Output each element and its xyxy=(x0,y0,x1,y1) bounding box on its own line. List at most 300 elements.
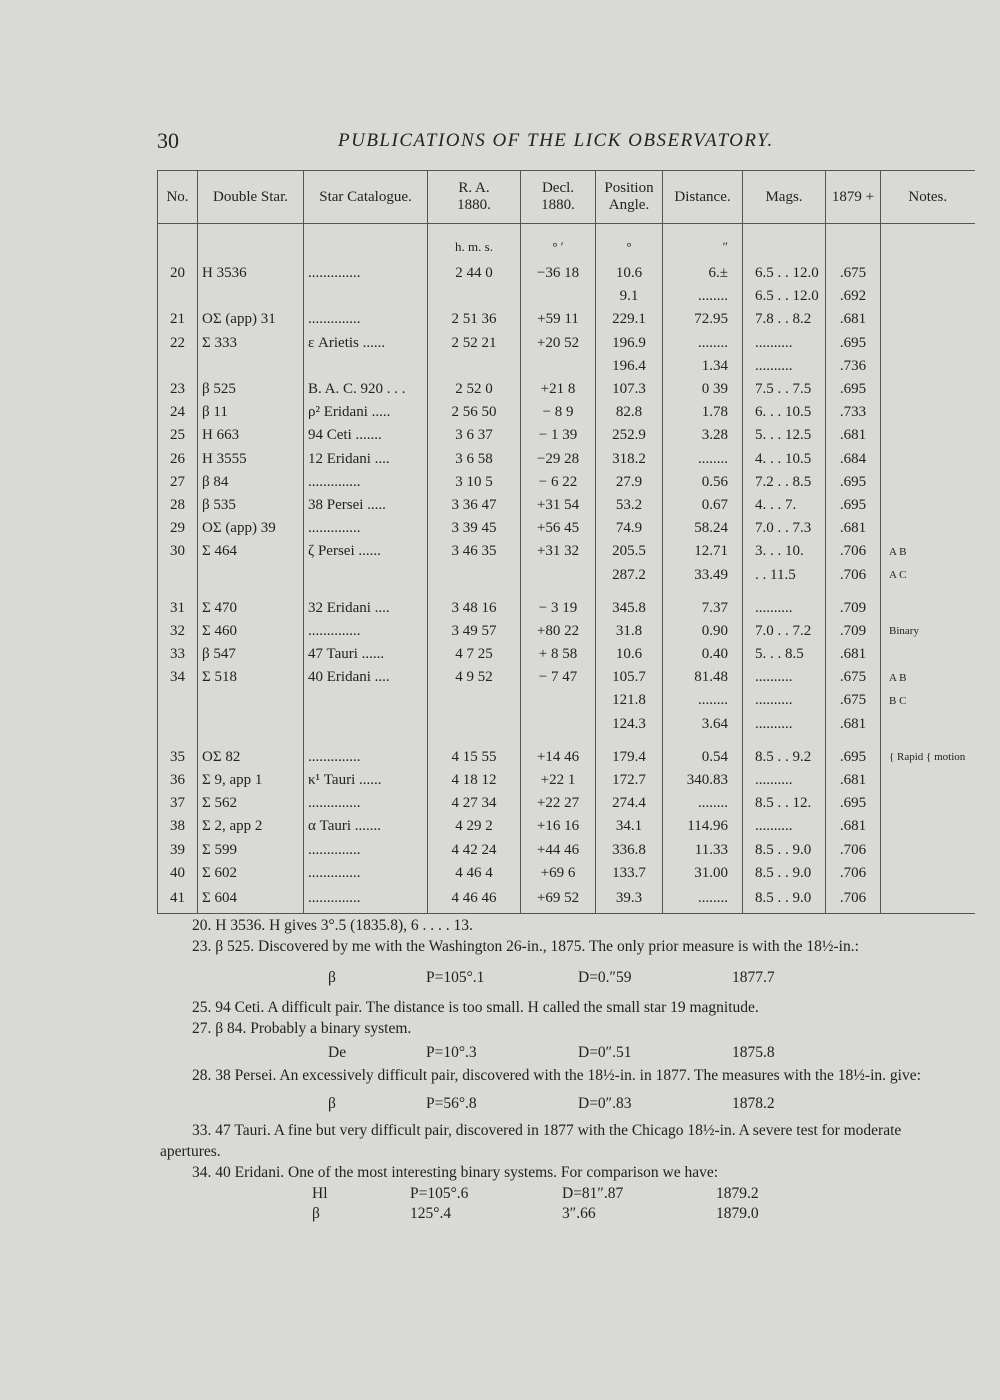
cell-no: 26 xyxy=(158,448,198,471)
cell-ep: .706 xyxy=(826,563,881,586)
cell-star: Σ 602 xyxy=(198,862,304,885)
running-head: PUBLICATIONS OF THE LICK OBSERVATORY. xyxy=(338,130,774,151)
cell-mags: .......... xyxy=(743,713,826,736)
cell-notes xyxy=(881,862,975,885)
cell-notes: A B xyxy=(881,666,975,689)
cell-ra: 3 49 57 xyxy=(428,620,521,643)
measure-value: D=0″.51 xyxy=(578,1043,632,1061)
cell-star: Σ 599 xyxy=(198,839,304,862)
cell-dist: 340.83 xyxy=(663,769,743,792)
cell-dec: − 3 19 xyxy=(521,597,596,620)
cell-cat: ρ² Eridani ..... xyxy=(304,401,428,424)
cell-cat: ε Arietis ...... xyxy=(304,332,428,355)
cell-ra: 3 10 5 xyxy=(428,471,521,494)
cell-star: Σ 333 xyxy=(198,332,304,355)
cell-no: 23 xyxy=(158,378,198,401)
cell-ep: .675 xyxy=(826,262,881,285)
cell-star: Σ 562 xyxy=(198,792,304,815)
header-decl: Decl. 1880. xyxy=(521,171,596,224)
page-number: 30 xyxy=(157,128,179,153)
cell-star: H 3555 xyxy=(198,448,304,471)
cell-dist: 3.28 xyxy=(663,424,743,447)
cell-ep: .675 xyxy=(826,666,881,689)
cell-dist: 0.54 xyxy=(663,746,743,769)
measure-23 xyxy=(160,957,948,997)
cell-ep: .709 xyxy=(826,620,881,643)
cell-mags: 7.0 . . 7.2 xyxy=(743,620,826,643)
cell-mags: .......... xyxy=(743,332,826,355)
cell-notes: { Rapid { motion xyxy=(881,746,975,769)
cell-no xyxy=(158,563,198,586)
measure-value: 1879.2 xyxy=(716,1184,759,1202)
cell-ep: .706 xyxy=(826,839,881,862)
note-33: 33. 47 Tauri. A fine but very difficult pair, discovered in 1877 with the Chicago 18½-in. A severe test for moderate apertures. xyxy=(160,1122,902,1160)
cell-ep: .706 xyxy=(826,862,881,885)
cell-star: OΣ (app) 39 xyxy=(198,517,304,540)
cell-star: β 84 xyxy=(198,471,304,494)
measure-value: P=10°.3 xyxy=(426,1043,477,1061)
cell-pa: 229.1 xyxy=(596,308,663,331)
cell-ep: .733 xyxy=(826,401,881,424)
spacer-row xyxy=(158,587,975,597)
cell-notes xyxy=(881,769,975,792)
cell-star xyxy=(198,563,304,586)
cell-star: Σ 464 xyxy=(198,540,304,563)
cell-ra: 4 15 55 xyxy=(428,746,521,769)
cell-dec: +80 22 xyxy=(521,620,596,643)
cell-ra: 4 9 52 xyxy=(428,666,521,689)
cell-no: 31 xyxy=(158,597,198,620)
cell-ep: .695 xyxy=(826,746,881,769)
table-row xyxy=(158,285,975,308)
cell-ra: 4 7 25 xyxy=(428,643,521,666)
cell-dist: 33.49 xyxy=(663,563,743,586)
cell-notes xyxy=(881,285,975,308)
cell-dec: − 1 39 xyxy=(521,424,596,447)
cell-no: 32 xyxy=(158,620,198,643)
cell-notes xyxy=(881,643,975,666)
cell-mags: 6.5 . . 12.0 xyxy=(743,262,826,285)
cell-ra: 2 51 36 xyxy=(428,308,521,331)
cell-mags: 5. . . 12.5 xyxy=(743,424,826,447)
cell-dist: ........ xyxy=(663,689,743,712)
cell-ra: 4 18 12 xyxy=(428,769,521,792)
cell-notes: A C xyxy=(881,563,975,586)
cell-cat: 40 Eridani .... xyxy=(304,666,428,689)
cell-no: 21 xyxy=(158,308,198,331)
measure-value: D=81″.87 xyxy=(562,1184,624,1202)
note-20: 20. H 3536. H gives 3°.5 (1835.8), 6 . . . . 13. xyxy=(192,917,473,934)
measure-value: 1878.2 xyxy=(732,1094,775,1112)
cell-dec: +20 52 xyxy=(521,332,596,355)
header-ra: R. A. 1880. xyxy=(428,171,521,224)
table-row xyxy=(158,401,975,424)
cell-cat: .............. xyxy=(304,620,428,643)
cell-cat xyxy=(304,713,428,736)
cell-ra: 4 29 2 xyxy=(428,815,521,838)
cell-dist: 0.40 xyxy=(663,643,743,666)
table-row xyxy=(158,815,975,838)
cell-pa: 53.2 xyxy=(596,494,663,517)
cell-ep: .684 xyxy=(826,448,881,471)
cell-star: β 535 xyxy=(198,494,304,517)
cell-ra xyxy=(428,285,521,308)
table-row xyxy=(158,597,975,620)
cell-notes: Binary xyxy=(881,620,975,643)
cell-dec: +59 11 xyxy=(521,308,596,331)
cell-ep: .695 xyxy=(826,792,881,815)
measure-value: D=0″.83 xyxy=(578,1094,632,1112)
cell-pa: 9.1 xyxy=(596,285,663,308)
cell-ep: .681 xyxy=(826,424,881,447)
cell-mags: . . 11.5 xyxy=(743,563,826,586)
cell-star: OΣ (app) 31 xyxy=(198,308,304,331)
cell-notes xyxy=(881,308,975,331)
measure-34-beta xyxy=(160,1203,948,1223)
cell-notes xyxy=(881,713,975,736)
table-row xyxy=(158,355,975,378)
cell-dist: 0 39 xyxy=(663,378,743,401)
cell-notes xyxy=(881,597,975,620)
cell-star xyxy=(198,713,304,736)
cell-ep: .681 xyxy=(826,643,881,666)
cell-dec: +31 54 xyxy=(521,494,596,517)
cell-cat: .............. xyxy=(304,792,428,815)
cell-mags: 7.2 . . 8.5 xyxy=(743,471,826,494)
cell-star: Σ 460 xyxy=(198,620,304,643)
cell-no: 37 xyxy=(158,792,198,815)
note-25: 25. 94 Ceti. A difficult pair. The distance is too small. H called the small star 19 magnitude. xyxy=(192,999,759,1016)
cell-no: 28 xyxy=(158,494,198,517)
cell-cat: .............. xyxy=(304,885,428,914)
cell-dist: 0.90 xyxy=(663,620,743,643)
header-mags: Mags. xyxy=(743,171,826,224)
cell-star xyxy=(198,689,304,712)
cell-mags: 6. . . 10.5 xyxy=(743,401,826,424)
cell-no: 41 xyxy=(158,885,198,914)
cell-dec: +69 6 xyxy=(521,862,596,885)
cell-pa: 74.9 xyxy=(596,517,663,540)
cell-ep: .706 xyxy=(826,885,881,914)
cell-mags: .......... xyxy=(743,597,826,620)
cell-ra: 3 39 45 xyxy=(428,517,521,540)
cell-ra xyxy=(428,355,521,378)
cell-mags: 7.5 . . 7.5 xyxy=(743,378,826,401)
cell-pa: 105.7 xyxy=(596,666,663,689)
cell-dec: −36 18 xyxy=(521,262,596,285)
cell-pa: 196.9 xyxy=(596,332,663,355)
cell-ra xyxy=(428,689,521,712)
cell-pa: 124.3 xyxy=(596,713,663,736)
measure-value: β xyxy=(312,1204,320,1222)
table-row xyxy=(158,713,975,736)
table-row xyxy=(158,862,975,885)
cell-cat: .............. xyxy=(304,517,428,540)
cell-ra: 4 46 46 xyxy=(428,885,521,914)
cell-pa: 252.9 xyxy=(596,424,663,447)
cell-cat: 12 Eridani .... xyxy=(304,448,428,471)
cell-no: 27 xyxy=(158,471,198,494)
note-34: 34. 40 Eridani. One of the most interesting binary systems. For comparison we have: xyxy=(192,1164,719,1181)
cell-dist: ........ xyxy=(663,885,743,914)
cell-dec: +22 27 xyxy=(521,792,596,815)
cell-dec: −29 28 xyxy=(521,448,596,471)
measure-value: Hl xyxy=(312,1184,328,1202)
cell-dec: +56 45 xyxy=(521,517,596,540)
cell-pa: 345.8 xyxy=(596,597,663,620)
table-row xyxy=(158,792,975,815)
cell-ra: 3 48 16 xyxy=(428,597,521,620)
cell-mags: 8.5 . . 9.0 xyxy=(743,885,826,914)
cell-dist: 3.64 xyxy=(663,713,743,736)
cell-dist: 58.24 xyxy=(663,517,743,540)
cell-cat xyxy=(304,689,428,712)
cell-dec xyxy=(521,713,596,736)
cell-ep: .681 xyxy=(826,815,881,838)
cell-ep: .695 xyxy=(826,494,881,517)
cell-dist: 114.96 xyxy=(663,815,743,838)
cell-cat: 38 Persei ..... xyxy=(304,494,428,517)
cell-dec xyxy=(521,285,596,308)
cell-cat: .............. xyxy=(304,471,428,494)
table-row xyxy=(158,448,975,471)
cell-dec: +22 1 xyxy=(521,769,596,792)
cell-notes xyxy=(881,424,975,447)
cell-no: 25 xyxy=(158,424,198,447)
cell-cat xyxy=(304,285,428,308)
cell-cat: ζ Persei ...... xyxy=(304,540,428,563)
cell-dec: +14 46 xyxy=(521,746,596,769)
cell-star: Σ 604 xyxy=(198,885,304,914)
cell-mags: 8.5 . . 9.0 xyxy=(743,839,826,862)
table-row xyxy=(158,517,975,540)
cell-star: Σ 518 xyxy=(198,666,304,689)
cell-star: Σ 9, app 1 xyxy=(198,769,304,792)
cell-no: 40 xyxy=(158,862,198,885)
measure-value: 1877.7 xyxy=(732,968,775,986)
table-row xyxy=(158,839,975,862)
cell-cat: α Tauri ....... xyxy=(304,815,428,838)
unit-dec: ° ′ xyxy=(521,224,596,263)
table-row xyxy=(158,378,975,401)
cell-cat: .............. xyxy=(304,746,428,769)
cell-no: 24 xyxy=(158,401,198,424)
cell-dec: +16 16 xyxy=(521,815,596,838)
cell-pa: 39.3 xyxy=(596,885,663,914)
cell-notes xyxy=(881,885,975,914)
table-row xyxy=(158,769,975,792)
cell-cat: κ¹ Tauri ...... xyxy=(304,769,428,792)
cell-star xyxy=(198,355,304,378)
table-row xyxy=(158,494,975,517)
cell-notes xyxy=(881,494,975,517)
note-28: 28. 38 Persei. An excessively difficult pair, discovered with the 18½-in. in 1877. The measures with the 18½-in. give: xyxy=(192,1067,921,1084)
cell-cat: .............. xyxy=(304,308,428,331)
cell-mags: 4. . . 7. xyxy=(743,494,826,517)
cell-no: 30 xyxy=(158,540,198,563)
cell-ra xyxy=(428,563,521,586)
cell-dist: 72.95 xyxy=(663,308,743,331)
cell-mags: 7.8 . . 8.2 xyxy=(743,308,826,331)
cell-star: β 547 xyxy=(198,643,304,666)
table-row xyxy=(158,643,975,666)
cell-star: β 525 xyxy=(198,378,304,401)
header-position-angle: Position Angle. xyxy=(596,171,663,224)
cell-cat: .............. xyxy=(304,862,428,885)
table-row xyxy=(158,262,975,285)
measure-value: 3″.66 xyxy=(562,1204,596,1222)
cell-mags: 8.5 . . 12. xyxy=(743,792,826,815)
cell-pa: 287.2 xyxy=(596,563,663,586)
cell-no: 34 xyxy=(158,666,198,689)
cell-pa: 10.6 xyxy=(596,643,663,666)
cell-cat: 32 Eridani .... xyxy=(304,597,428,620)
cell-dist: 11.33 xyxy=(663,839,743,862)
units-row xyxy=(158,224,975,263)
double-star-table xyxy=(157,170,975,914)
cell-pa: 10.6 xyxy=(596,262,663,285)
cell-no: 20 xyxy=(158,262,198,285)
cell-cat: 47 Tauri ...... xyxy=(304,643,428,666)
cell-dist: 1.34 xyxy=(663,355,743,378)
cell-dec: +31 32 xyxy=(521,540,596,563)
cell-ep: .681 xyxy=(826,713,881,736)
cell-ra: 3 36 47 xyxy=(428,494,521,517)
cell-pa: 205.5 xyxy=(596,540,663,563)
cell-dist: 7.37 xyxy=(663,597,743,620)
cell-dist: 0.67 xyxy=(663,494,743,517)
cell-ep: .736 xyxy=(826,355,881,378)
cell-ra: 4 42 24 xyxy=(428,839,521,862)
cell-dist: ........ xyxy=(663,332,743,355)
table-row xyxy=(158,689,975,712)
cell-cat: B. A. C. 920 . . . xyxy=(304,378,428,401)
cell-pa: 82.8 xyxy=(596,401,663,424)
cell-dec: − 7 47 xyxy=(521,666,596,689)
cell-pa: 121.8 xyxy=(596,689,663,712)
table-row xyxy=(158,620,975,643)
cell-ep: .681 xyxy=(826,769,881,792)
header-star-catalogue: Star Catalogue. xyxy=(304,171,428,224)
cell-dec: + 8 58 xyxy=(521,643,596,666)
measure-value: β xyxy=(328,1094,336,1112)
measure-28 xyxy=(160,1086,948,1120)
table-row xyxy=(158,308,975,331)
cell-mags: 6.5 . . 12.0 xyxy=(743,285,826,308)
cell-ra: 2 52 21 xyxy=(428,332,521,355)
cell-notes xyxy=(881,471,975,494)
cell-pa: 179.4 xyxy=(596,746,663,769)
cell-star: β 11 xyxy=(198,401,304,424)
cell-dist: 12.71 xyxy=(663,540,743,563)
cell-ra: 4 46 4 xyxy=(428,862,521,885)
cell-pa: 133.7 xyxy=(596,862,663,885)
cell-mags: 8.5 . . 9.0 xyxy=(743,862,826,885)
table-row xyxy=(158,471,975,494)
table-row xyxy=(158,332,975,355)
measure-value: 1879.0 xyxy=(716,1204,759,1222)
note-23: 23. β 525. Discovered by me with the Washington 26-in., 1875. The only prior measure is with the 18½-in.: xyxy=(192,938,859,955)
measure-value: 1875.8 xyxy=(732,1043,775,1061)
cell-dist: 0.56 xyxy=(663,471,743,494)
cell-ep: .695 xyxy=(826,471,881,494)
cell-star: H 3536 xyxy=(198,262,304,285)
footnotes xyxy=(160,915,948,1223)
cell-notes xyxy=(881,448,975,471)
cell-pa: 318.2 xyxy=(596,448,663,471)
header-double-star: Double Star. xyxy=(198,171,304,224)
cell-dec xyxy=(521,355,596,378)
cell-dist: 31.00 xyxy=(663,862,743,885)
cell-ep: .709 xyxy=(826,597,881,620)
cell-notes xyxy=(881,792,975,815)
cell-notes xyxy=(881,815,975,838)
cell-ra: 3 46 35 xyxy=(428,540,521,563)
cell-notes xyxy=(881,517,975,540)
cell-notes xyxy=(881,401,975,424)
cell-ep: .681 xyxy=(826,308,881,331)
cell-dec: +21 8 xyxy=(521,378,596,401)
cell-dist: ........ xyxy=(663,792,743,815)
cell-mags: .......... xyxy=(743,666,826,689)
cell-notes xyxy=(881,332,975,355)
header-no: No. xyxy=(158,171,198,224)
cell-pa: 107.3 xyxy=(596,378,663,401)
cell-cat xyxy=(304,563,428,586)
cell-mags: .......... xyxy=(743,769,826,792)
measure-value: De xyxy=(328,1043,347,1061)
cell-ra: 2 56 50 xyxy=(428,401,521,424)
cell-pa: 27.9 xyxy=(596,471,663,494)
table-header-row xyxy=(158,171,975,224)
cell-mags: .......... xyxy=(743,689,826,712)
cell-dec xyxy=(521,689,596,712)
cell-star: Σ 2, app 2 xyxy=(198,815,304,838)
cell-cat: .............. xyxy=(304,262,428,285)
header-distance: Distance. xyxy=(663,171,743,224)
table-row xyxy=(158,424,975,447)
cell-cat xyxy=(304,355,428,378)
cell-star xyxy=(198,285,304,308)
cell-ra xyxy=(428,713,521,736)
header-notes: Notes. xyxy=(881,171,975,224)
cell-mags: .......... xyxy=(743,355,826,378)
table-row xyxy=(158,746,975,769)
table-row xyxy=(158,563,975,586)
cell-notes xyxy=(881,355,975,378)
cell-dec: − 6 22 xyxy=(521,471,596,494)
cell-dec: +44 46 xyxy=(521,839,596,862)
cell-no xyxy=(158,355,198,378)
cell-ep: .675 xyxy=(826,689,881,712)
cell-no: 39 xyxy=(158,839,198,862)
table-row xyxy=(158,666,975,689)
cell-pa: 196.4 xyxy=(596,355,663,378)
measure-value: β xyxy=(328,968,336,986)
cell-pa: 34.1 xyxy=(596,815,663,838)
cell-ep: .692 xyxy=(826,285,881,308)
cell-pa: 274.4 xyxy=(596,792,663,815)
cell-no: 22 xyxy=(158,332,198,355)
cell-dist: 1.78 xyxy=(663,401,743,424)
cell-notes xyxy=(881,262,975,285)
cell-star: OΣ 82 xyxy=(198,746,304,769)
cell-ra: 4 27 34 xyxy=(428,792,521,815)
cell-no: 38 xyxy=(158,815,198,838)
spacer-row xyxy=(158,736,975,746)
cell-dist: ........ xyxy=(663,285,743,308)
unit-dist: ″ xyxy=(663,224,743,263)
